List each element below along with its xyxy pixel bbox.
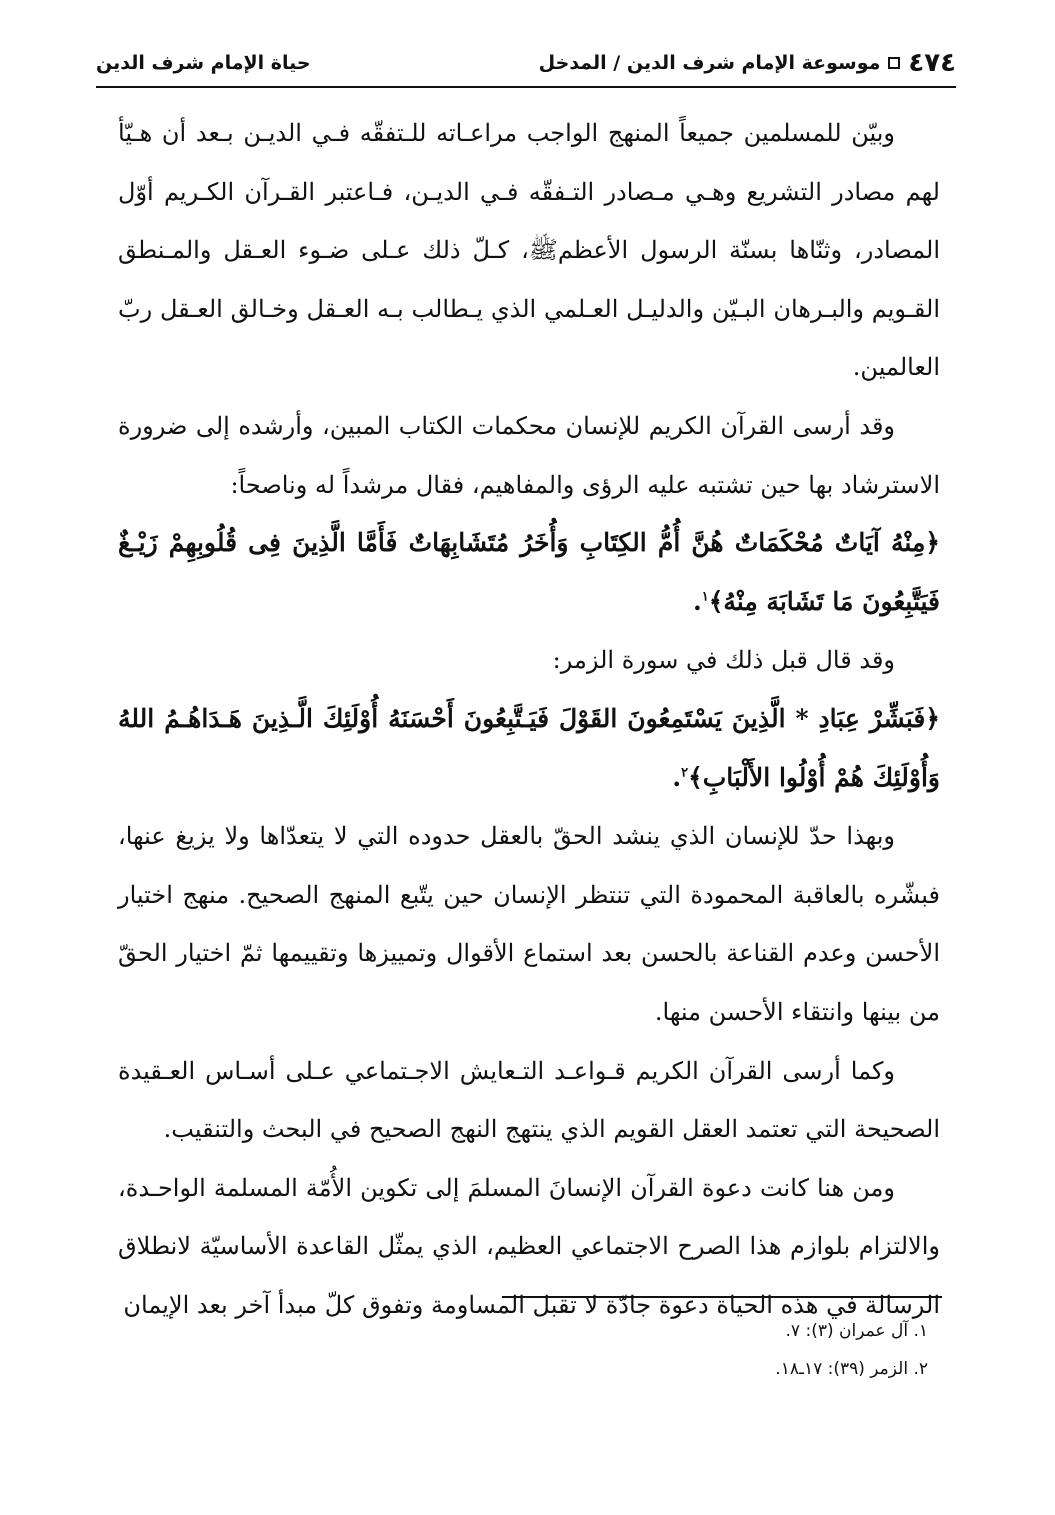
footnote-2: ٢. الزمر (٣٩): ١٧ـ١٨.	[775, 1359, 928, 1379]
footnotes	[118, 1312, 940, 1388]
square-icon	[888, 57, 900, 69]
footnote-ref-1: ١	[701, 589, 709, 605]
verse-2-text: ﴿فَبَشِّرْ عِبَادِ * الَّذِينَ يَسْتَمِعُونَ القَوْلَ فَيَـتَّبِعُونَ أَحْسَنَهُ أُوْلَئِكَ الَّـذِينَ هَـدَاهُـمُ اللهُ وَأُوْلَئِكَ هُمْ أُوْلُوا الأَلْبَابِ﴾	[118, 703, 940, 792]
footnote-rule	[502, 1296, 942, 1298]
paragraph-5: وكما أرسى القرآن الكريم قـواعـد التـعايش الاجـتماعي عـلى أسـاس العـقيدة الصحيحة التي تعتمد العقل القويم الذي ينتهج النهج الصحيح في البحث والتنقيب.	[118, 1056, 940, 1144]
footnote-ref-2: ٢	[681, 765, 689, 781]
quran-verse-2	[118, 690, 940, 807]
paragraph-4: وبهذا حدّ للإنسان الذي ينشد الحقّ بالعقل حدوده التي لا يتعدّاها ولا يزيغ عنها، فبشّره بالعاقبة المحمودة التي تنتظر الإنسان حين يتّبع المنهج الصحيح. منهج اختيار الأحسن وعدم القناعة بالحسن بعد استماع الأقوال وتمييزها وتقييمها ثمّ اختيار الحقّ من بينها وانتقاء الأحسن منها.	[118, 822, 940, 1026]
verse-1-end: .	[693, 586, 702, 616]
paragraph-1: وبيّن للمسلمين جميعاً المنهج الواجب مراعـاته للـتفقّه فـي الديـن بـعد أن هـيّأ لهم مصادر التشريع وهـي مـصادر التـفقّه فـي الديـن، فـاعتبر القـرآن الكـريم أوّل المصادر، وثنّاها بسنّة الرسول الأعظمﷺ، كـلّ ذلك عـلى ضـوء العـقل والمـنطق القـويم والبـرهان البـيّن والدليـل العـلمي الذي يـطالب بـه العـقل وخـالق العـقل ربّ العالمين.	[118, 119, 940, 382]
verse-2-end: .	[672, 762, 682, 792]
paragraph-2: وقد أرسى القرآن الكريم للإنسان محكمات الكتاب المبين، وأرشده إلى ضرورة الاسترشاد بها حين تشتبه عليه الرؤى والمفاهيم، فقال مرشداً له وناصحاً:	[118, 411, 940, 499]
section-title: حياة الإمام شرف الدين	[96, 52, 311, 74]
paragraph-6: ومن هنا كانت دعوة القرآن الإنسانَ المسلمَ إلى تكوين الأُمّة المسلمة الواحـدة، والالتزام بلوازم هذا الصرح الاجتماعي العظيم، الذي يمثّل القاعدة الأساسيّة لانطلاق الرسالة في هذه الحياة دعوة جادّة لا تقبل المساومة وتفوق كلّ مبدأ آخر بعد الإيمان	[118, 1173, 940, 1319]
header-rule	[96, 86, 956, 88]
verse-1-text: ﴿مِنْهُ آيَاتٌ مُحْكَمَاتٌ هُنَّ أُمُّ الكِتَابِ وَأُخَرُ مُتَشَابِهَاتٌ فَأَمَّا الَّذِينَ فِى قُلُوبِهِمْ زَيْـغٌ فَيَتَّبِعُونَ مَا تَشَابَهَ مِنْهُ﴾	[118, 528, 940, 616]
footnote-1: ١. آل عمران (٣): ٧.	[785, 1321, 928, 1341]
running-header	[96, 42, 956, 82]
quran-verse-1	[118, 514, 940, 631]
page-number: ٤٧٤	[908, 48, 956, 78]
body-text	[118, 104, 940, 1334]
book-title: موسوعة الإمام شرف الدين / المدخل	[538, 52, 881, 74]
paragraph-3: وقد قال قبل ذلك في سورة الزمر:	[552, 646, 895, 675]
header-book-info	[539, 48, 956, 78]
